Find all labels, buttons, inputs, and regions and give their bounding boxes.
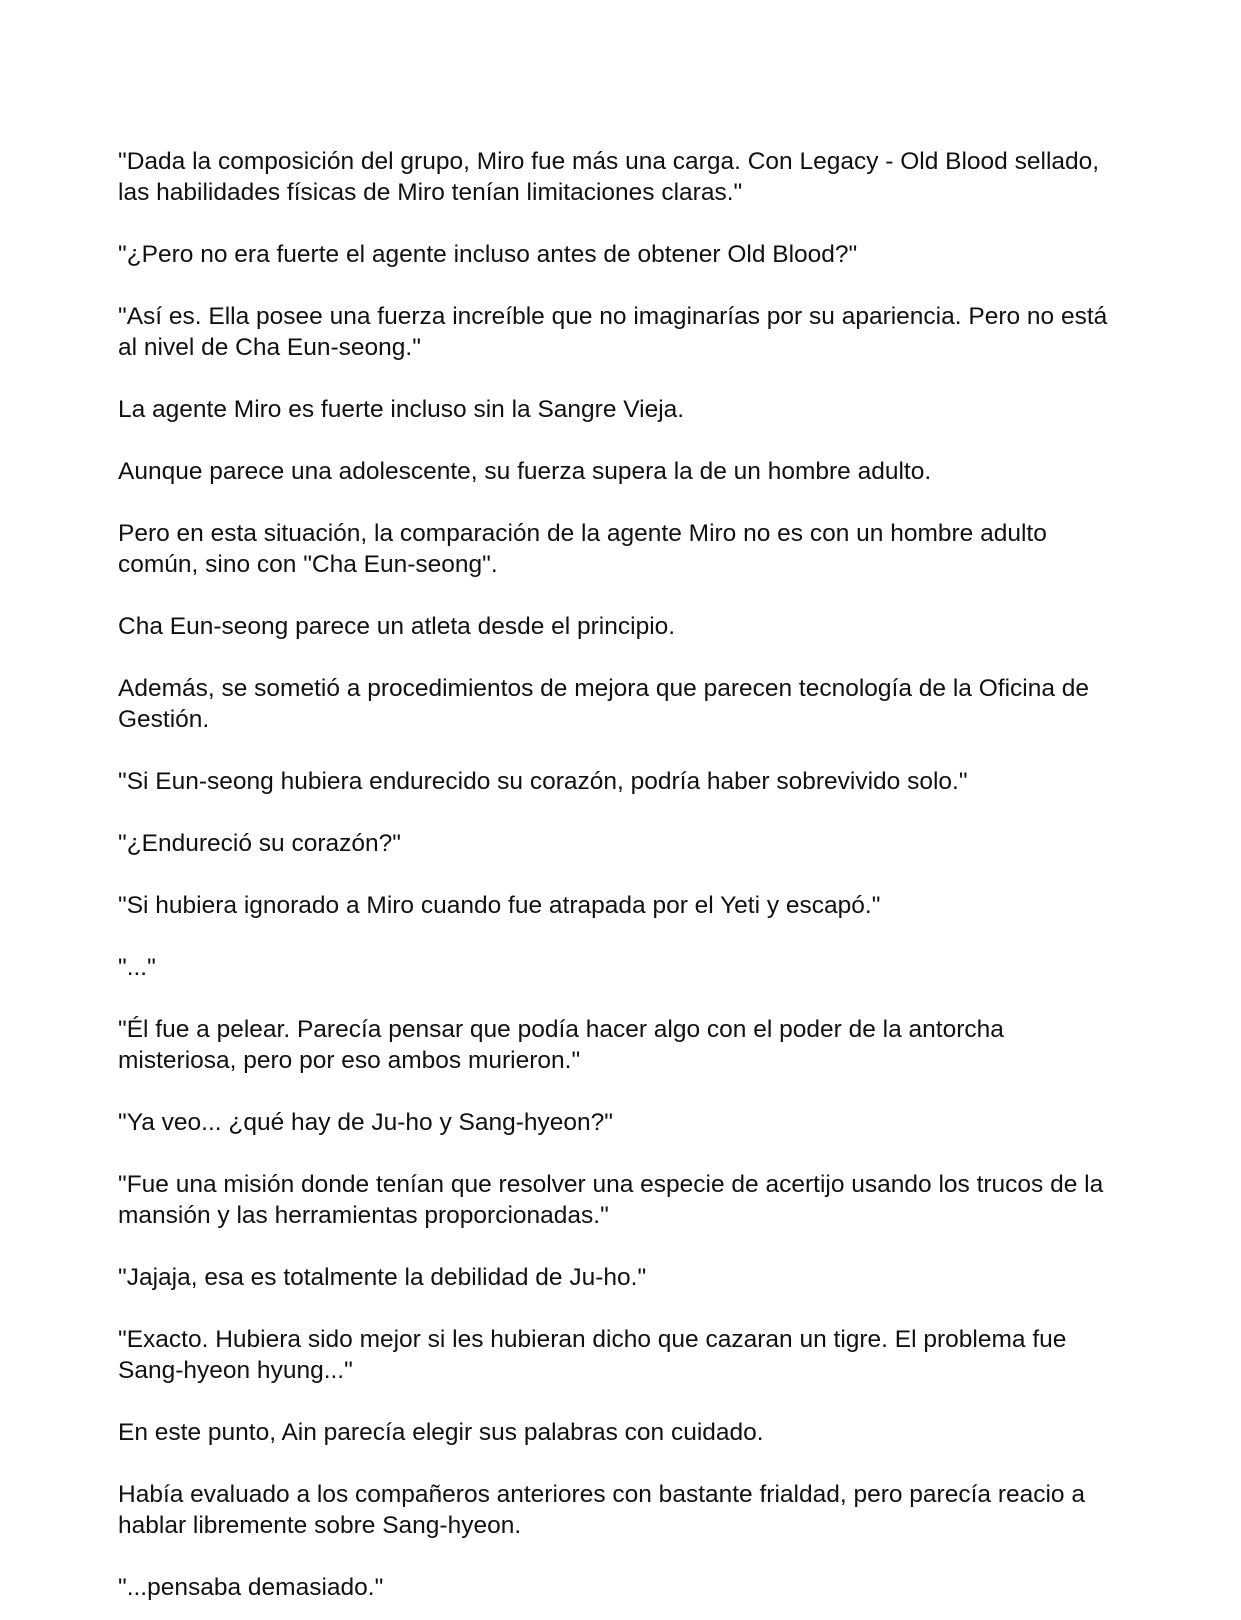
paragraph: Aunque parece una adolescente, su fuerza supera la de un hombre adulto. (118, 458, 932, 485)
paragraph: "Así es. Ella posee una fuerza increíble que no imaginarías por su apariencia. Pero no está al nivel de Cha Eun-seong." (118, 303, 1108, 361)
paragraph: En este punto, Ain parecía elegir sus palabras con cuidado. (118, 1419, 764, 1446)
paragraph: "Dada la composición del grupo, Miro fue más una carga. Con Legacy - Old Blood sellado, las habilidades físicas de Miro tenían limitaciones claras." (118, 148, 1100, 206)
paragraph: "Si Eun-seong hubiera endurecido su corazón, podría haber sobrevivido solo." (118, 768, 968, 795)
paragraph: Había evaluado a los compañeros anteriores con bastante frialdad, pero parecía reacio a hablar libremente sobre Sang-hyeon. (118, 1481, 1085, 1539)
paragraph: "Jajaja, esa es totalmente la debilidad de Ju-ho." (118, 1264, 647, 1291)
paragraph: "Exacto. Hubiera sido mejor si les hubieran dicho que cazaran un tigre. El problema fue Sang-hyeon hyung..." (118, 1326, 1067, 1384)
paragraph: "Él fue a pelear. Parecía pensar que podía hacer algo con el poder de la antorcha misteriosa, pero por eso ambos murieron." (118, 1016, 1004, 1074)
paragraph: "Ya veo... ¿qué hay de Ju-ho y Sang-hyeon?" (118, 1109, 614, 1136)
paragraph: "Si hubiera ignorado a Miro cuando fue atrapada por el Yeti y escapó." (118, 892, 881, 919)
paragraph: "...pensaba demasiado." (118, 1574, 384, 1601)
paragraph: "..." (118, 954, 156, 981)
paragraph: Cha Eun-seong parece un atleta desde el principio. (118, 613, 676, 640)
paragraph: "¿Pero no era fuerte el agente incluso antes de obtener Old Blood?" (118, 241, 858, 268)
paragraph: "¿Endureció su corazón?" (118, 830, 401, 857)
paragraph: La agente Miro es fuerte incluso sin la Sangre Vieja. (118, 396, 685, 423)
paragraph: Pero en esta situación, la comparación de la agente Miro no es con un hombre adulto común, sino con "Cha Eun-seong". (118, 520, 1047, 578)
paragraph: Además, se sometió a procedimientos de mejora que parecen tecnología de la Oficina de Gestión. (118, 675, 1090, 733)
document-body (118, 146, 1128, 1603)
paragraph: "Fue una misión donde tenían que resolver una especie de acertijo usando los trucos de la mansión y las herramientas proporcionadas." (118, 1171, 1104, 1229)
